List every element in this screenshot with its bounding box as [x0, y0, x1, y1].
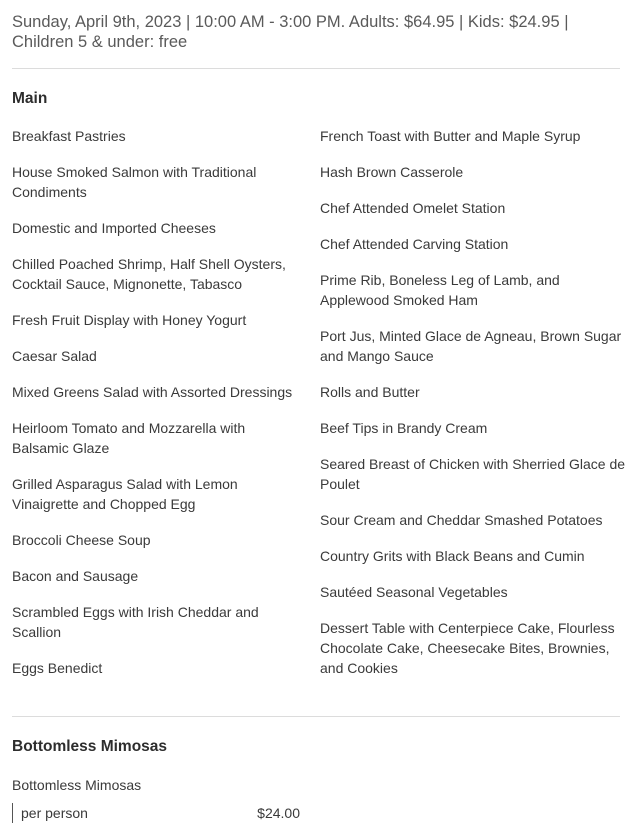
menu-item: Port Jus, Minted Glace de Agneau, Brown Sugar and Mango Sauce: [320, 328, 622, 364]
menu-item: Domestic and Imported Cheeses: [12, 220, 216, 236]
menu-columns: [12, 126, 628, 694]
menu-item: Mixed Greens Salad with Assorted Dressings: [12, 384, 293, 400]
menu-item: Broccoli Cheese Soup: [12, 532, 151, 548]
menu-column-right: [320, 126, 628, 694]
menu-item: Chef Attended Omelet Station: [320, 200, 506, 216]
menu-item: Rolls and Butter: [320, 384, 420, 400]
menu-item: Chef Attended Carving Station: [320, 236, 509, 252]
menu-item: Breakfast Pastries: [12, 128, 126, 144]
menu-item: Seared Breast of Chicken with Sherried Glace de Poulet: [320, 456, 626, 492]
menu-item: Grilled Asparagus Salad with Lemon Vinaigrette and Chopped Egg: [12, 476, 238, 512]
divider: [12, 716, 620, 717]
menu-item: Sautéed Seasonal Vegetables: [320, 584, 508, 600]
menu-list-left: [12, 126, 320, 678]
menu-item: Sour Cream and Cheddar Smashed Potatoes: [320, 512, 603, 528]
divider: [12, 68, 620, 69]
menu-item: Caesar Salad: [12, 348, 97, 364]
price-label: per person: [21, 805, 88, 821]
menu-item-name: Bottomless Mimosas: [12, 777, 142, 793]
menu-item: French Toast with Butter and Maple Syrup: [320, 128, 581, 144]
menu-item: Fresh Fruit Display with Honey Yogurt: [12, 312, 247, 328]
menu-item: House Smoked Salmon with Traditional Condiments: [12, 164, 257, 200]
section-title-main: Main: [12, 90, 48, 107]
menu-item: Scrambled Eggs with Irish Cheddar and Scallion: [12, 604, 259, 640]
menu-item: Heirloom Tomato and Mozzarella with Balsamic Glaze: [12, 420, 246, 456]
menu-item: Prime Rib, Boneless Leg of Lamb, and Applewood Smoked Ham: [320, 272, 560, 308]
menu-item: Country Grits with Black Beans and Cumin: [320, 548, 585, 564]
menu-item: Eggs Benedict: [12, 660, 103, 676]
menu-item: Bacon and Sausage: [12, 568, 139, 584]
menu-item: Hash Brown Casserole: [320, 164, 464, 180]
menu-item: Chilled Poached Shrimp, Half Shell Oysters, Cocktail Sauce, Mignonette, Tabasco: [12, 256, 286, 292]
price-value: $24.00: [257, 805, 300, 821]
menu-item: Beef Tips in Brandy Cream: [320, 420, 488, 436]
menu-list-right: [320, 126, 628, 678]
menu-item: Dessert Table with Centerpiece Cake, Flourless Chocolate Cake, Cheesecake Bites, Brownies, and Cookies: [320, 620, 615, 676]
event-info: Sunday, April 9th, 2023 | 10:00 AM - 3:00 PM. Adults: $64.95 | Kids: $24.95 | Children 5 & under: free: [12, 13, 569, 51]
menu-column-left: [12, 126, 320, 694]
section-title-mimosas: Bottomless Mimosas: [12, 738, 168, 755]
price-row: [12, 803, 300, 823]
